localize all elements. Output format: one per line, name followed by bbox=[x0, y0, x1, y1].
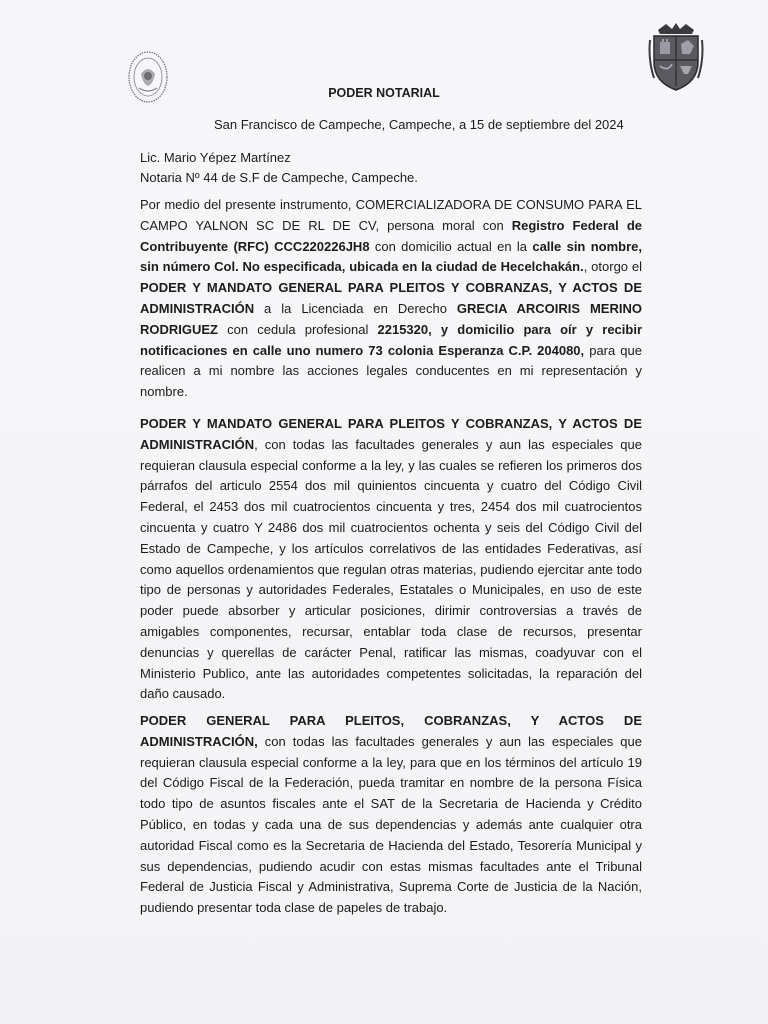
campeche-coat-of-arms-icon bbox=[648, 20, 704, 92]
addressee-name: Lic. Mario Yépez Martínez bbox=[140, 150, 291, 165]
addressee-office: Notaria Nº 44 de S.F de Campeche, Campeche. bbox=[140, 170, 418, 185]
paragraph-fiscal-power: PODER GENERAL PARA PLEITOS, COBRANZAS, Y ACTOS DE ADMINISTRACIÓN, con todas las facultades generales y aun las especiales que requieran clausula especial conforme a la ley, para que en los términos del artículo 19 del Código Fiscal de la Federación, pueda tramitar en nombre de la persona Física todo tipo de asuntos fiscales ante el SAT de la Secretaria de Hacienda y Crédito Público, en todas y cada una de sus dependencias y además ante cualquier otra autoridad Fiscal como es la Secretaria de Hacienda del Estado, Tesorería Municipal y sus dependencias, pudiendo acudir con estas mismas facultades ante el Tribunal Federal de Justicia Fiscal y Administrativa, Suprema Corte de Justicia de la Nación, pudiendo presentar toda clase de papeles de trabajo. bbox=[140, 713, 642, 916]
place-date: San Francisco de Campeche, Campeche, a 15 de septiembre del 2024 bbox=[214, 117, 624, 132]
addressee-block bbox=[140, 148, 418, 188]
paragraph-general-mandate: PODER Y MANDATO GENERAL PARA PLEITOS Y COBRANZAS, Y ACTOS DE ADMINISTRACIÓN, con todas las facultades generales y aun las especiales que requieran clausula especial conforme a la ley, y las cuales se refieren los primeros dos párrafos del articulo 2554 dos mil quinientos cincuenta y cuatro del Código Civil Federal, el 2453 dos mil cuatrocientos cincuenta y tres, 2454 dos mil cuatrocientos cincuenta y cuatro Y 2486 dos mil cuatrocientos ochenta y seis del Código Civil del Estado de Campeche, y los artículos correlativos de las entidades Federativas, así como aquellos ordenamientos que regulan otras materias, pudiendo ejercitar ante todo tipo de personas y autoridades Federales, Estatales o Municipales, en uso de este poder puede absorber y articular posiciones, dirimir controversias a través de amigables componentes, recursar, entablar toda clase de recursos, presentar denuncias y querellas de carácter Penal, ratificar las mismas, coadyuvar con el Ministerio Publico, ante las autoridades competentes solicitadas, la reparación del daño causado. bbox=[140, 416, 642, 702]
document-title: PODER NOTARIAL bbox=[328, 86, 440, 100]
paragraph-grant-of-power: Por medio del presente instrumento, COMERCIALIZADORA DE CONSUMO PARA EL CAMPO YALNON SC DE RL DE CV, persona moral con Registro Federal de Contribuyente (RFC) CCC220226JH8 con domicilio actual en la calle sin nombre, sin número Col. No especificada, ubicada en la ciudad de Hecelchakán., otorgo el PODER Y MANDATO GENERAL PARA PLEITOS Y COBRANZAS, Y ACTOS DE ADMINISTRACIÓN a la Licenciada en Derecho GRECIA ARCOIRIS MERINO RODRIGUEZ con cedula profesional 2215320, y domicilio para oír y recibir notificaciones en calle uno numero 73 colonia Esperanza C.P. 204080, para que realicen a mi nombre las acciones legales conducentes en mi representación y nombre. bbox=[140, 197, 642, 400]
